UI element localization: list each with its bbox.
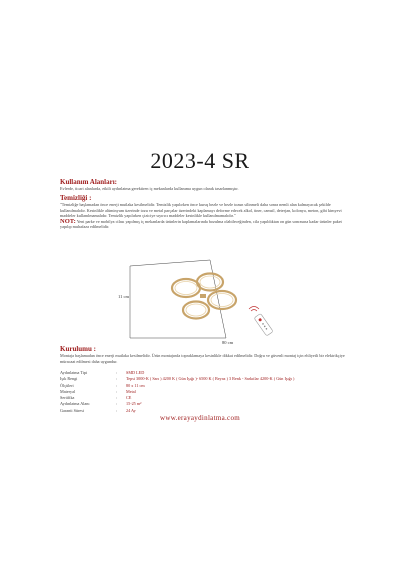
remote-control-icon [254,313,273,336]
usage-heading: Kullanım Alanları: [60,178,117,186]
note-label: NOT: [60,217,76,225]
spec-row: Aydınlatma Alanı : 15-25 m² [60,401,142,407]
cleaning-text: "Temizliğe başlamadan önce enerji mutlaka kesilmelidir. Temizlik yapılırken önce kuruş bezle ve bezle tozun silinmeli daha sonra nemli alan kalmayacak şekilde kullanılmalıdır. Kesinlikle alüminyum üzerinde tozu ve metal parçalar üzerindeki kaplamayı deforme edecek alkol, tiner, camsil, deterjan, kolonya, meton, gibi kimyevi maddeler kullanılmamalıdır. Temizlik yapılırken çiziciye sıyırıcı maddeler kesinlikle kullanılmamalıdır." [60,202,342,219]
install-text: Montaja başlamadan önce enerji mutlaka kesilmelidir. Ürün montajında topraklamaya kesinlikle dikkat edilmelidir. Doğru ve güvenli montaj için ehliyetli bir elektrikçiye müracaat edilmesi daha uygundur. [60,353,345,364]
cleaning-note [60,219,350,230]
chandelier-drawing [118,258,318,348]
width-label: 80 cm [222,340,234,345]
spec-row: Ölçüleri : 80 x 11 cm [60,382,145,388]
spec-row: Garanti Süresi : 24 Ay [60,407,136,413]
spec-row: Sertifika : CE [60,395,132,401]
usage-text: Evlerde, ticari alanlarda, etkili aydınlatma gerektiren iç mekanlarda kullanıma uygun olarak tasarlanmıştır. [60,186,239,191]
signal-icon [249,307,259,312]
usage-section [60,178,350,192]
note-text: Yeni parke ve mobilya cilası yapılmış iç mekanlarda ürünlerin kaplamalarında bozulma olabileceğinden, cila yapıldıktan on gün sonrasına kadar ürünler paket yapılıp muhafaza edilmelidir. [60,218,342,230]
product-illustration [118,258,318,348]
height-label: 11 cm [118,294,129,299]
spec-row: Aydınlatma Tipi : SMD LED [60,370,145,375]
cleaning-heading: Temizliği : [60,194,92,202]
spec-row: Materyal : Metal [60,388,136,394]
install-section [60,345,350,364]
product-title: 2023-4 SR [150,148,250,173]
center-mount [200,294,206,298]
specs-table [60,370,294,414]
cleaning-section [60,194,350,230]
install-heading: Kurulumu : [60,345,96,353]
website-link[interactable]: www.erayaydinlatma.com [159,414,240,422]
spec-row: Işık Rengi : Tepsi 3000-K ( Sarı ) 4200 K ( Gün Işığı )- 6500 K ( Beyaz ) 3 Renk - Sarkıtlar 4200-K ( Gün Işığı ) [60,376,295,382]
